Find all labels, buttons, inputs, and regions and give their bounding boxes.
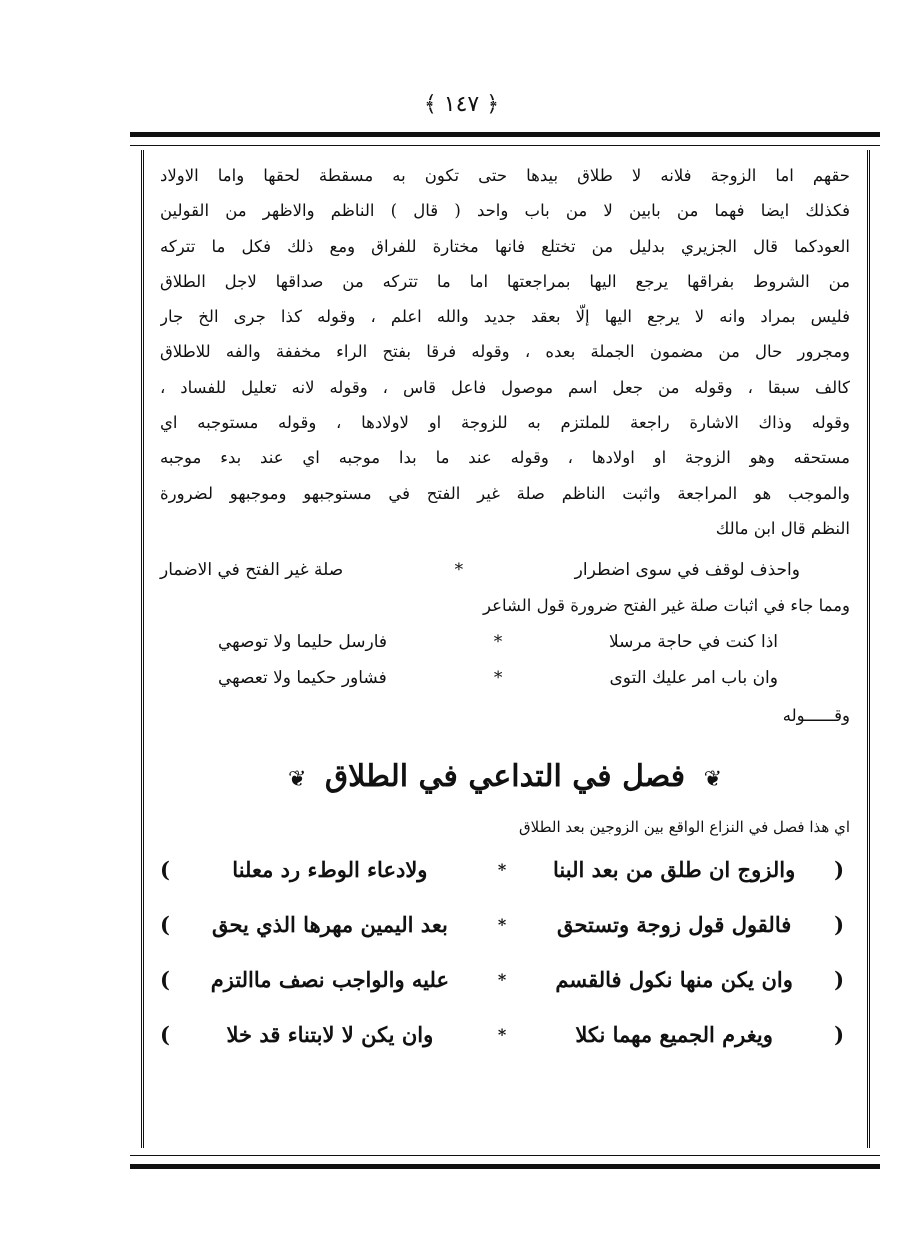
verse-first-hemistich: اذا كنت في حاجة مرسلا [608,632,778,653]
section-description: اي هذا فصل في النزاع الواقع بين الزوجين بعد الطلاق [519,818,850,837]
verse-second-hemistich: وان يكن لا لابتناء قد خلا [226,1022,434,1048]
ornament-icon: ❦ [287,767,307,793]
verse-first-hemistich: واحذف لوقف في سوى اضطرار [574,560,800,581]
verse-second-hemistich: عليه والواجب نصف ماالتزم [210,967,450,993]
star-separator-icon: * [497,915,507,935]
paren-open: ( [834,857,844,883]
page-number: ﴿ ١٤٧ ﴾ [423,92,500,117]
main-verse [160,842,844,897]
section-heading [160,752,850,802]
quoted-verse [160,552,800,588]
star-separator-icon: * [493,668,503,689]
verse-second-hemistich: صلة غير الفتح في الاضمار [160,560,344,581]
commentary-line: وقوله وذاك الاشارة راجعة للملتزم به للزوجة او لاولادها ، وقوله مستوجبه اي [160,413,850,433]
section-title: فصل في التداعي في الطلاق [324,759,686,795]
verse-first-hemistich: والزوج ان طلق من بعد البنا [553,857,796,883]
verse-first-hemistich: ويغرم الجميع مهما نكلا [575,1022,773,1048]
paren-close: ) [160,912,170,938]
poet-verse [218,624,778,660]
main-verse [160,1007,844,1062]
commentary-line: فكذلك ايضا فهما من بابين لا من باب واحد ( قال ) الناظم والاظهر من القولين [160,201,850,221]
commentary-line: فليس بمراد وانه لا يرجع اليها إلّا بعقد جديد والله اعلم ، وقوله كذا جرى الخ جار [160,307,850,327]
commentary-line: والموجب هو المراجعة واثبت الناظم صلة غير الفتح في مستوجبهو وموجبهو لضرورة [160,483,850,503]
paren-close: ) [160,1022,170,1048]
paren-close: ) [160,967,170,993]
commentary-line: ومجرور حال من مضمون الجملة بعده ، وقوله فرقا بفتح الراء مخففة والفه للاطلاق [160,342,850,362]
commentary-line: العودكما قال الجزيري بدليل من تختلع فانها مختارة للفراق ومع ذلك فكل ما تتركه [160,236,850,256]
verse-second-hemistich: ولادعاء الوطء رد معلنا [232,857,428,883]
verse-second-hemistich: فشاور حكيما ولا تعصهي [218,668,387,689]
ornament-icon: ❦ [703,767,723,793]
intro-line: ومما جاء في اثبات صلة غير الفتح ضرورة قول الشاعر [483,596,850,616]
commentary-paragraph [160,158,850,546]
wa-qawluh-label: وقــــــوله [782,706,850,726]
paren-close: ) [160,857,170,883]
verse-second-hemistich: فارسل حليما ولا توصهي [218,632,387,653]
top-double-rule [130,132,880,146]
star-separator-icon: * [497,860,507,880]
main-verse [160,897,844,952]
verse-first-hemistich: وان باب امر عليك التوى [609,668,778,689]
paren-open: ( [834,967,844,993]
verse-second-hemistich: بعد اليمين مهرها الذي يحق [211,912,448,938]
star-separator-icon: * [454,560,464,581]
paren-open: ( [834,1022,844,1048]
verse-first-hemistich: وان يكن منها نكول فالقسم [555,967,793,993]
paren-open: ( [834,912,844,938]
star-separator-icon: * [497,1025,507,1045]
commentary-line: النظم قال ابن مالك [715,518,850,538]
commentary-line: مستحقه وهو الزوجة او اولادها ، وقوله عند ما بدا موجبه اي عند بدء موجبه [160,448,850,468]
star-separator-icon: * [493,632,503,653]
bottom-double-rule [130,1155,880,1169]
main-verse [160,952,844,1007]
star-separator-icon: * [497,970,507,990]
poet-verse [218,660,778,696]
verse-first-hemistich: فالقول قول زوجة وتستحق [556,912,792,938]
commentary-line: كالف سبقا ، وقوله من جعل اسم موصول فاعل قاس ، وقوله لانه تعليل للفساد ، [160,377,850,397]
page-content [160,158,850,1062]
commentary-line: حقهم اما الزوجة فلانه لا طلاق بيدها حتى تكون به مسقطة لحقها واما الاولاد [160,166,850,185]
commentary-line: من الشروط بفراقها يرجع اليها بمراجعتها اما ما تتركه من صداقها لاجل الطلاق [160,271,850,291]
